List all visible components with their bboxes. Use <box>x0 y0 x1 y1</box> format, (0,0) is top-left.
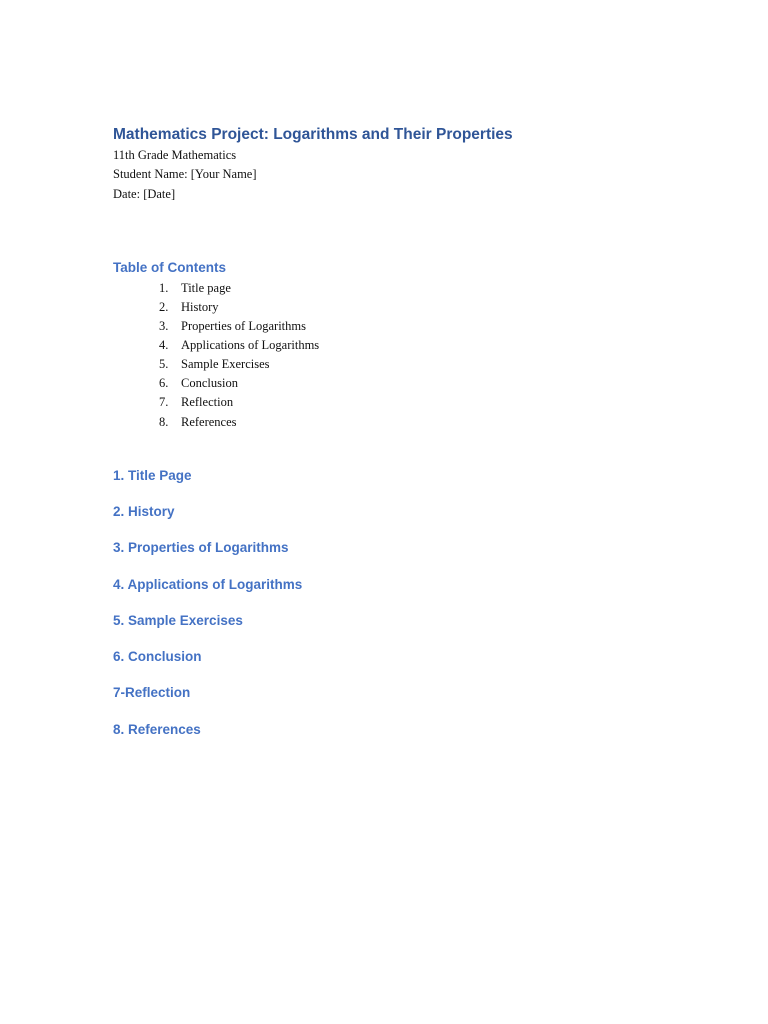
section-heading-applications: 4. Applications of Logarithms <box>113 576 303 592</box>
toc-item <box>113 279 713 298</box>
toc-item-number: 3. <box>159 319 169 334</box>
section-headings <box>113 465 713 755</box>
toc-item-label: Applications of Logarithms <box>181 338 320 353</box>
toc-item-number: 6. <box>159 376 169 391</box>
toc-item <box>113 374 713 393</box>
section-heading-title-page: 1. Title Page <box>113 467 192 483</box>
toc-item-label: Conclusion <box>181 376 238 391</box>
document-title: Mathematics Project: Logarithms and Their Properties <box>113 126 513 143</box>
toc-item-label: Properties of Logarithms <box>181 319 306 334</box>
grade-line: 11th Grade Mathematics <box>113 148 237 162</box>
toc-item-label: References <box>181 414 237 429</box>
toc-item-label: Title page <box>181 280 231 295</box>
toc-item <box>113 393 713 412</box>
toc-item <box>113 336 713 355</box>
toc-item-number: 7. <box>159 395 169 410</box>
toc-item-number: 5. <box>159 357 169 372</box>
section-heading-sample-exercises: 5. Sample Exercises <box>113 612 243 628</box>
toc-item-number: 8. <box>159 414 169 429</box>
toc-heading: Table of Contents <box>113 259 226 275</box>
section-heading-history: 2. History <box>113 503 175 519</box>
toc-list <box>113 279 713 432</box>
date-line: Date: [Date] <box>113 186 176 201</box>
toc-item-label: Reflection <box>181 395 234 410</box>
section-heading-references: 8. References <box>113 721 201 737</box>
toc-item <box>113 413 713 432</box>
toc-item-label: History <box>181 299 219 314</box>
toc-item <box>113 298 713 317</box>
toc-item-number: 2. <box>159 299 169 314</box>
section-heading-conclusion: 6. Conclusion <box>113 649 202 665</box>
section-heading-reflection: 7-Reflection <box>113 685 191 701</box>
toc-item <box>113 317 713 336</box>
toc-item-number: 1. <box>159 280 169 295</box>
toc-item-number: 4. <box>159 338 169 353</box>
document-body <box>113 124 713 755</box>
toc-item-label: Sample Exercises <box>181 357 270 372</box>
section-heading-properties: 3. Properties of Logarithms <box>113 540 289 556</box>
student-name-line: Student Name: [Your Name] <box>113 167 257 182</box>
document-meta <box>113 146 713 204</box>
toc-item <box>113 355 713 374</box>
